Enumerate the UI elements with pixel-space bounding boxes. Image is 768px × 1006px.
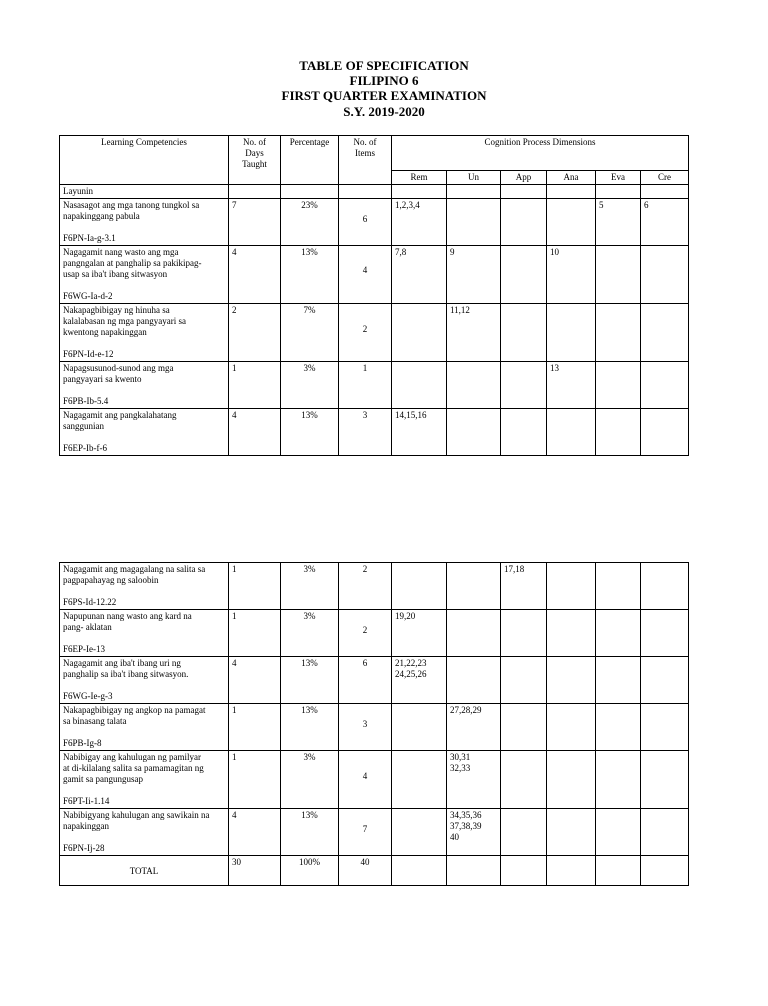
rem-cell (392, 657, 447, 704)
items-cell-value: 2 (362, 564, 368, 574)
cre-cell (641, 610, 689, 657)
cre-cell (641, 809, 689, 856)
ana-cell (547, 610, 596, 657)
competency-cell (60, 199, 229, 246)
items-cell-value: 2 (362, 625, 368, 635)
days-cell-value: 4 (232, 410, 237, 420)
un-cell (447, 246, 501, 304)
competency-text: Napupunan nang wasto ang kard na pang- aklatan (63, 611, 192, 632)
items-cell-value: 2 (362, 324, 368, 334)
app-cell (501, 362, 547, 409)
competency-code: F6PB-Ib-5.4 (63, 396, 109, 406)
percentage-cell-value: 3% (303, 611, 316, 621)
items-cell (339, 304, 392, 362)
percentage-cell-value: 23% (301, 200, 318, 210)
rem-cell-value: 21,22,23 24,25,26 (395, 658, 427, 679)
days-cell (229, 610, 281, 657)
competency-text: Nakapagbibigay ng hinuha sa kalalabasan ng mga pangyayari sa kwentong napakinggan (63, 305, 186, 337)
app-cell (501, 199, 547, 246)
eva-cell (596, 246, 641, 304)
competency-cell (60, 563, 229, 610)
header-ana: Ana (547, 171, 596, 185)
un-cell (447, 362, 501, 409)
items-cell-value: 1 (362, 363, 368, 373)
cre-cell (641, 657, 689, 704)
cre-cell (641, 304, 689, 362)
header-eva: Eva (596, 171, 641, 185)
ana-cell (547, 809, 596, 856)
days-cell (229, 304, 281, 362)
days-cell-value: 1 (232, 705, 237, 715)
percentage-cell (281, 304, 339, 362)
items-cell (339, 409, 392, 456)
days-cell (229, 657, 281, 704)
header-cognition: Cognition Process Dimensions (392, 136, 689, 171)
competency-text: Nagagamit ang pangkalahatang sanggunian (63, 410, 177, 431)
header-app: App (501, 171, 547, 185)
percentage-cell-value: 13% (301, 658, 318, 668)
days-cell-value: 2 (232, 305, 237, 315)
items-cell-value: 3 (362, 719, 368, 729)
competency-text: Napagsusunod-sunod ang mga pangyayari sa kwento (63, 363, 174, 384)
un-cell-value: 11,12 (450, 305, 470, 315)
items-cell-value: 6 (362, 214, 368, 224)
days-cell (229, 409, 281, 456)
ana-cell (547, 409, 596, 456)
un-cell (447, 563, 501, 610)
table-row (60, 657, 689, 704)
app-cell (501, 563, 547, 610)
items-cell (339, 610, 392, 657)
competency-cell (60, 610, 229, 657)
rem-cell (392, 610, 447, 657)
cre-cell (641, 409, 689, 456)
total-empty-cell (547, 856, 596, 886)
competency-code: F6PT-Ii-1.14 (63, 796, 110, 806)
table-row (60, 563, 689, 610)
competency-text: Nakapagbibigay ng angkop na pamagat sa binasang talata (63, 705, 206, 726)
rem-cell-value: 7,8 (395, 247, 407, 257)
items-cell (339, 704, 392, 751)
competency-cell (60, 809, 229, 856)
percentage-cell (281, 809, 339, 856)
table-row (60, 409, 689, 456)
cre-cell (641, 751, 689, 809)
app-cell (501, 809, 547, 856)
competency-text: Nabibigyang kahulugan ang sawikain na napakinggan (63, 810, 210, 831)
rem-cell (392, 704, 447, 751)
items-cell (339, 751, 392, 809)
items-cell-value: 4 (362, 265, 368, 275)
percentage-cell-value: 3% (303, 752, 316, 762)
header-rem: Rem (392, 171, 447, 185)
days-cell-value: 1 (232, 363, 237, 373)
cre-cell (641, 246, 689, 304)
app-cell (501, 246, 547, 304)
competency-code: F6EP-Ib-f-6 (63, 443, 107, 453)
title-line: FIRST QUARTER EXAMINATION (281, 88, 487, 103)
competency-code: F6PB-Ig-8 (63, 738, 102, 748)
percentage-cell-value: 13% (301, 705, 318, 715)
competency-code: F6PN-Id-e-12 (63, 349, 114, 359)
competency-cell (60, 409, 229, 456)
table-row (60, 704, 689, 751)
ana-cell (547, 563, 596, 610)
rem-cell (392, 199, 447, 246)
table-row (60, 809, 689, 856)
total-items (339, 856, 392, 886)
ana-cell (547, 246, 596, 304)
days-cell (229, 809, 281, 856)
competency-text: Nabibigay ang kahulugan ng pamilyar at di-kilalang salita sa pamamagitan ng gamit sa pangungusap (63, 752, 204, 784)
percentage-cell (281, 704, 339, 751)
total-empty-cell (596, 856, 641, 886)
ana-cell-value: 10 (550, 247, 559, 257)
un-cell-value: 34,35,36 37,38,39 40 (450, 810, 482, 842)
un-cell (447, 199, 501, 246)
total-empty-cell (447, 856, 501, 886)
un-cell (447, 657, 501, 704)
competency-cell (60, 246, 229, 304)
app-cell (501, 304, 547, 362)
competency-text: Nagagamit ang magagalang na salita sa pagpapahayag ng saloobin (63, 564, 206, 585)
ana-cell (547, 362, 596, 409)
rem-cell (392, 409, 447, 456)
header-competencies: Learning Competencies (60, 136, 229, 185)
items-cell (339, 809, 392, 856)
competency-code: F6PN-Ij-28 (63, 843, 105, 853)
ana-cell (547, 304, 596, 362)
app-cell (501, 657, 547, 704)
days-cell (229, 751, 281, 809)
rem-cell (392, 304, 447, 362)
specification-table-part-1 (59, 135, 689, 456)
percentage-cell (281, 657, 339, 704)
items-cell-value: 4 (362, 771, 368, 781)
total-empty-cell (392, 856, 447, 886)
title-line: TABLE OF SPECIFICATION (299, 58, 469, 73)
competency-cell (60, 657, 229, 704)
days-cell-value: 1 (232, 752, 237, 762)
competency-cell (60, 362, 229, 409)
eva-cell (596, 199, 641, 246)
un-cell (447, 809, 501, 856)
items-cell-value: 3 (362, 410, 368, 420)
items-cell (339, 246, 392, 304)
rem-cell (392, 751, 447, 809)
app-cell (501, 704, 547, 751)
total-days-value: 30 (232, 857, 241, 867)
items-cell (339, 563, 392, 610)
cre-cell-value: 6 (644, 200, 649, 210)
competency-code: F6PN-Ia-g-3.1 (63, 233, 116, 243)
un-cell (447, 409, 501, 456)
days-cell-value: 4 (232, 247, 237, 257)
eva-cell (596, 751, 641, 809)
competency-code: F6WG-Ia-d-2 (63, 291, 113, 301)
days-cell (229, 704, 281, 751)
percentage-cell (281, 610, 339, 657)
table-row (60, 610, 689, 657)
un-cell-value: 9 (450, 247, 455, 257)
ana-cell (547, 704, 596, 751)
total-empty-cell (641, 856, 689, 886)
eva-cell (596, 563, 641, 610)
total-label-value: TOTAL (129, 866, 159, 876)
percentage-cell (281, 199, 339, 246)
days-cell-value: 1 (232, 611, 237, 621)
total-items-value: 40 (360, 857, 370, 867)
eva-cell (596, 304, 641, 362)
rem-cell (392, 246, 447, 304)
un-cell (447, 704, 501, 751)
table-row (60, 304, 689, 362)
percentage-cell-value: 13% (301, 410, 318, 420)
rem-cell-value: 14,15,16 (395, 410, 427, 420)
competency-cell (60, 704, 229, 751)
specification-table-part-2 (59, 562, 689, 886)
eva-cell (596, 362, 641, 409)
total-days (229, 856, 281, 886)
days-cell (229, 362, 281, 409)
competency-code: F6EP-Ie-13 (63, 644, 105, 654)
ana-cell (547, 199, 596, 246)
percentage-cell (281, 751, 339, 809)
eva-cell (596, 657, 641, 704)
ana-cell-value: 13 (550, 363, 559, 373)
days-cell-value: 1 (232, 564, 237, 574)
eva-cell (596, 704, 641, 751)
eva-cell (596, 409, 641, 456)
header-cre: Cre (641, 171, 689, 185)
competency-cell (60, 304, 229, 362)
header-items: No. of Items (339, 136, 392, 185)
un-cell (447, 304, 501, 362)
percentage-cell (281, 246, 339, 304)
total-empty-cell (501, 856, 547, 886)
un-cell-value: 27,28,29 (450, 705, 482, 715)
rem-cell-value: 1,2,3,4 (395, 200, 420, 210)
total-label (60, 856, 229, 886)
rem-cell (392, 362, 447, 409)
un-cell (447, 751, 501, 809)
percentage-cell-value: 13% (301, 247, 318, 257)
total-row (60, 856, 689, 886)
un-cell (447, 610, 501, 657)
total-percentage (281, 856, 339, 886)
items-cell (339, 362, 392, 409)
total-percentage-value: 100% (299, 857, 320, 867)
eva-cell-value: 5 (599, 200, 604, 210)
days-cell-value: 7 (232, 200, 237, 210)
percentage-cell (281, 409, 339, 456)
section-label: Layunin (60, 185, 229, 199)
rem-cell-value: 19,20 (395, 611, 416, 621)
percentage-cell-value: 7% (303, 305, 316, 315)
competency-text: Nagagamit ang iba't ibang uri ng panghalip sa iba't ibang sitwasyon. (63, 658, 189, 679)
rem-cell (392, 809, 447, 856)
un-cell-value: 30,31 32,33 (450, 752, 471, 773)
items-cell (339, 657, 392, 704)
eva-cell (596, 809, 641, 856)
eva-cell (596, 610, 641, 657)
app-cell (501, 610, 547, 657)
header-percentage: Percentage (281, 136, 339, 185)
cre-cell (641, 199, 689, 246)
items-cell (339, 199, 392, 246)
days-cell (229, 199, 281, 246)
rem-cell (392, 563, 447, 610)
competency-code: F6PS-Id-12.22 (63, 597, 117, 607)
table-row (60, 751, 689, 809)
competency-text: Nagagamit nang wasto ang mga pangngalan at panghalip sa pakikipag- usap sa iba't ibang sitwasyon (63, 247, 202, 279)
table-row (60, 199, 689, 246)
cre-cell (641, 563, 689, 610)
days-cell-value: 4 (232, 810, 237, 820)
ana-cell (547, 657, 596, 704)
percentage-cell-value: 3% (303, 363, 316, 373)
cre-cell (641, 362, 689, 409)
header-un: Un (447, 171, 501, 185)
app-cell (501, 409, 547, 456)
days-cell-value: 4 (232, 658, 237, 668)
percentage-cell-value: 13% (301, 810, 318, 820)
ana-cell (547, 751, 596, 809)
competency-cell (60, 751, 229, 809)
competency-text: Nasasagot ang mga tanong tungkol sa napakinggang pabula (63, 200, 200, 221)
table-row (60, 246, 689, 304)
days-cell (229, 246, 281, 304)
items-cell-value: 6 (362, 658, 368, 668)
cre-cell (641, 704, 689, 751)
app-cell (501, 751, 547, 809)
table-row (60, 362, 689, 409)
competency-code: F6WG-Ie-g-3 (63, 691, 113, 701)
percentage-cell-value: 3% (303, 564, 316, 574)
app-cell-value: 17,18 (504, 564, 525, 574)
title-line: S.Y. 2019-2020 (343, 104, 425, 119)
items-cell-value: 7 (362, 824, 368, 834)
days-cell (229, 563, 281, 610)
header-days: No. of Days Taught (229, 136, 281, 185)
percentage-cell (281, 563, 339, 610)
percentage-cell (281, 362, 339, 409)
title-line: FILIPINO 6 (349, 73, 419, 88)
